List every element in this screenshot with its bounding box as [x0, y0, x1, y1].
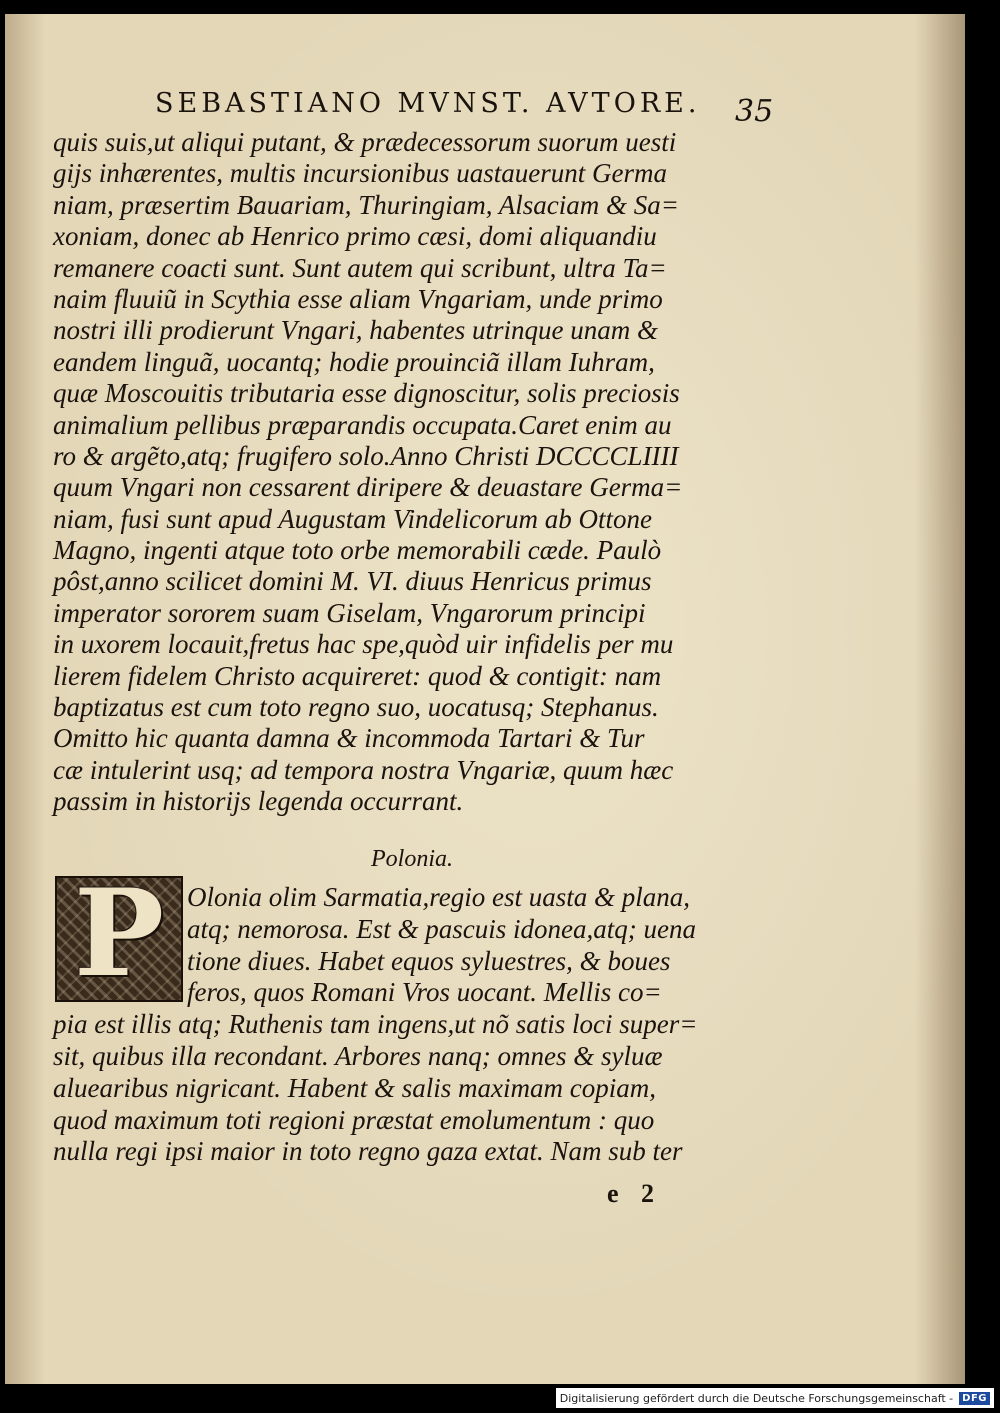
- footer-credit: [556, 1388, 994, 1408]
- text-line: sit, quibus illa recondant. Arbores nanq; omnes & syluæ: [53, 1040, 663, 1071]
- text-line: Omitto hic quanta damna & incommoda Tartari & Tur: [53, 723, 645, 754]
- text-line: pia est illis atq; Ruthenis tam ingens,ut nõ satis loci super=: [53, 1009, 698, 1040]
- book-page: [5, 14, 965, 1384]
- text-line: ro & argẽto,atq; frugifero solo.Anno Christi DCCCCLIIII: [53, 440, 679, 471]
- text-line: quod maximum toti regioni præstat emolumentum : quo: [53, 1104, 655, 1135]
- text-line: naim fluuiũ in Scythia esse aliam Vngariam, unde primo: [53, 283, 663, 314]
- text-line: gijs inhærentes, multis incursionibus uastauerunt Germa: [53, 158, 668, 189]
- text-line: in uxorem locauit,fretus hac spe,quòd uir infidelis per mu: [53, 629, 674, 660]
- page-number: 35: [735, 94, 774, 129]
- text-line: imperator sororem suam Giselam, Vngarorum principi: [53, 597, 646, 628]
- text-line: atq; nemorosa. Est & pascuis idonea,atq; uena: [187, 913, 696, 944]
- text-line: aluearibus nigricant. Habent & salis maximam copiam,: [53, 1072, 656, 1103]
- body-text: [53, 127, 793, 818]
- text-line: nostri illi prodierunt Vngari, habentes utrinque unam &: [53, 315, 658, 346]
- text-line: quæ Moscouitis tributaria esse dignoscitur, solis preciosis: [53, 378, 680, 409]
- text-line: baptizatus est cum toto regno suo, uocatusq; Stephanus.: [53, 692, 659, 723]
- text-line: niam, fusi sunt apud Augustam Vindelicorum ab Ottone: [53, 503, 652, 534]
- text-line: quis suis,ut aliqui putant, & prædecessorum suorum uesti: [53, 127, 677, 157]
- footer-text: Digitalisierung gefördert durch die Deutsche Forschungsgemeinschaft -: [559, 1391, 954, 1405]
- text-line: tione diues. Habet equos syluestres, & boues: [187, 945, 671, 976]
- text-line: Olonia olim Sarmatia,regio est uasta & plana,: [187, 882, 691, 912]
- text-line: xoniam, donec ab Henrico primo cæsi, domi aliquandiu: [53, 221, 657, 252]
- text-line: feros, quos Romani Vros uocant. Mellis co=: [187, 977, 662, 1008]
- section-heading: Polonia.: [371, 846, 453, 872]
- text-line: quum Vngari non cessarent diripere & deuastare Germa=: [53, 472, 683, 503]
- signature-mark: e 2: [607, 1179, 663, 1208]
- text-line: animalium pellibus præparandis occupata.Caret enim au: [53, 409, 672, 440]
- dfg-logo-icon: DFG: [959, 1392, 990, 1405]
- text-line: cæ intulerint usq; ad tempora nostra Vngariæ, quum hæc: [53, 754, 674, 785]
- initial-letter: P: [73, 863, 165, 1004]
- section-text: [53, 882, 793, 1168]
- running-head: SEBASTIANO MVNST. AVTORE.: [155, 88, 701, 119]
- text-line: Magno, ingenti atque toto orbe memorabili cæde. Paulò: [53, 535, 662, 566]
- text-line: niam, præsertim Bauariam, Thuringiam, Alsaciam & Sa=: [53, 189, 680, 220]
- text-line: nulla regi ipsi maior in toto regno gaza extat. Nam sub ter: [53, 1136, 683, 1167]
- text-line: passim in historijs legenda occurrant.: [53, 786, 464, 817]
- text-line: lierem fidelem Christo acquireret: quod & contigit: nam: [53, 660, 662, 691]
- text-line: pôst,anno scilicet domini M. VI. diuus Henricus primus: [53, 566, 652, 597]
- text-line: eandem linguã, uocantq; hodie prouinciã illam Iuhram,: [53, 346, 655, 377]
- text-line: remanere coacti sunt. Sunt autem qui scribunt, ultra Ta=: [53, 252, 667, 283]
